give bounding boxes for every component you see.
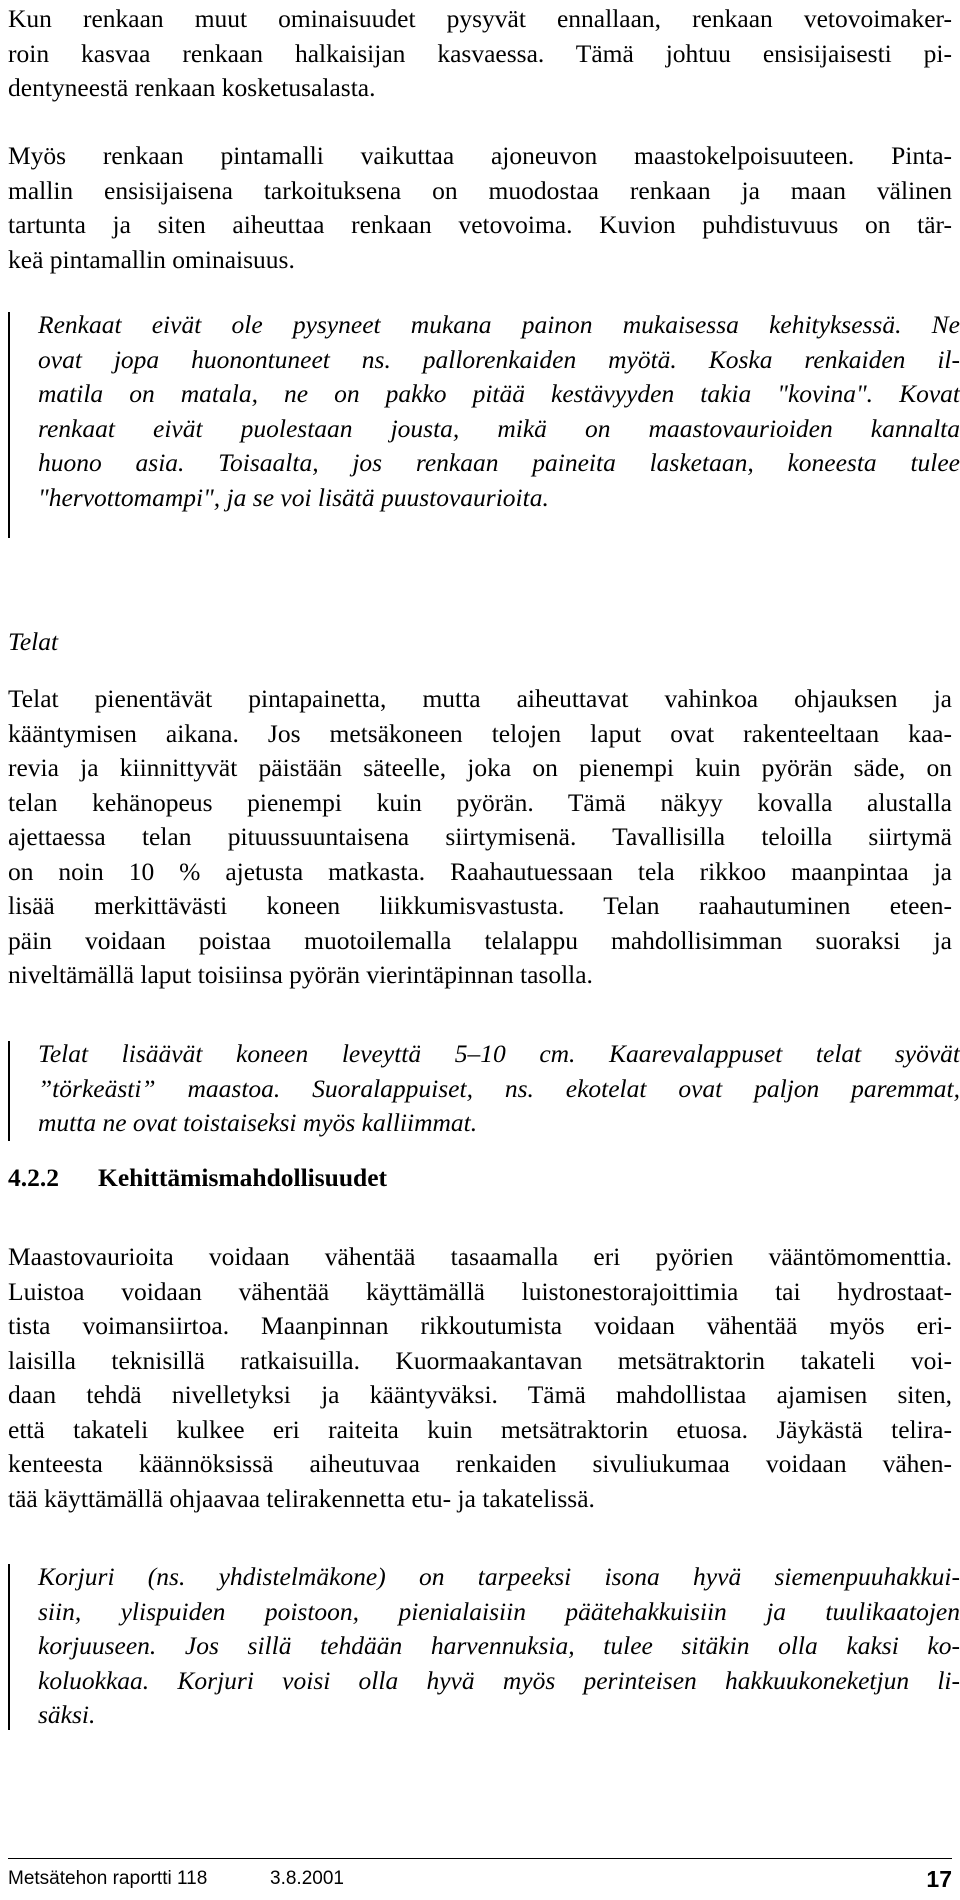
quote-line: matila on matala, ne on pakko pitää kestävyyden takia "kovina". Kovat (38, 379, 960, 408)
footer-date: 3.8.2001 (270, 1868, 344, 1889)
quote-line: säksi. (38, 1700, 96, 1729)
text-line: telan kehänopeus pienempi kuin pyörän. Tämä näkyy kovalla alustalla (8, 787, 952, 817)
quote-line: koluokkaa. Korjuri voisi olla hyvä myös perinteisen hakkuukoneketjun li- (38, 1665, 960, 1695)
quote-line: ”törkeästi” maastoa. Suoralappuiset, ns. ekotelat ovat paljon paremmat, (38, 1073, 960, 1103)
text-line: lisää merkittävästi koneen liikkumisvastusta. Telan raahautuminen eteen- (8, 891, 952, 920)
quote-bar (8, 312, 10, 538)
subheading-telat: Telat (8, 627, 59, 656)
text-line: että takateli kulkee eri raiteita kuin metsätraktorin etuosa. Jäykästä telira- (8, 1414, 952, 1444)
text-line: Myös renkaan pintamalli vaikuttaa ajoneuvon maastokelpoisuuteen. Pinta- (8, 141, 952, 170)
text-line: tista voimansiirtoa. Maanpinnan rikkoutumista voidaan vähentää myös eri- (8, 1311, 952, 1340)
page-number: 17 (926, 1866, 952, 1892)
quote-line: Korjuri (ns. yhdistelmäkone) on tarpeeksi isona hyvä siemenpuuhakkui- (38, 1562, 960, 1591)
text-line: daan tehdä nivelletyksi ja kääntyväksi. Tämä mahdollistaa ajamisen siten, (8, 1380, 952, 1409)
text-line: tää käyttämällä ohjaavaa telirakennetta etu- ja takatelissä. (8, 1483, 595, 1513)
quote-bar (8, 1564, 10, 1730)
quote-line: Telat lisäävät koneen leveyttä 5–10 cm. Kaarevalappuset telat syövät (38, 1039, 960, 1068)
section-heading (8, 1161, 387, 1196)
quote-bar (8, 1041, 10, 1141)
text-line: revia ja kiinnittyvät päistään säteelle, joka on pienempi kuin pyörän säde, on (8, 753, 952, 782)
quote-line: siin, ylispuiden poistoon, pienialaisiin päätehakkuisiin ja tuulikaatojen (38, 1596, 960, 1626)
quote-line: ovat jopa huonontuneet ns. pallorenkaiden myötä. Koska renkaiden il- (38, 344, 960, 374)
text-line: tartunta ja siten aiheuttaa renkaan vetovoima. Kuvion puhdistuvuus on tär- (8, 210, 952, 239)
text-line: niveltämällä laput toisiinsa pyörän vierintäpinnan tasolla. (8, 960, 593, 989)
text-line: dentyneestä renkaan kosketusalasta. (8, 73, 376, 102)
quote-line: korjuuseen. Jos sillä tehdään harvennuksia, tulee sitäkin olla kaksi ko- (38, 1631, 960, 1660)
quote-line: huono asia. Toisaalta, jos renkaan paineita lasketaan, koneesta tulee (38, 448, 960, 477)
paragraph-pintamalli (8, 139, 952, 277)
text-line: roin kasvaa renkaan halkaisijan kasvaessa. Tämä johtuu ensisijaisesti pi- (8, 38, 952, 68)
quote-line: Renkaat eivät ole pysyneet mukana painon mukaisessa kehityksessä. Ne (38, 310, 960, 339)
text-line: päin voidaan poistaa muotoilemalla telalappu mahdollisimman suoraksi ja (8, 925, 952, 955)
text-line: kenteesta käännöksissä aiheutuvaa renkaiden sivuliukumaa voidaan vähen- (8, 1449, 952, 1478)
quote-line: "hervottomampi", ja se voi lisätä puustovaurioita. (38, 482, 549, 512)
text-line: keä pintamallin ominaisuus. (8, 244, 295, 274)
text-line: Telat pienentävät pintapainetta, mutta aiheuttavat vahinkoa ohjauksen ja (8, 684, 952, 713)
text-line: kääntymisen aikana. Jos metsäkoneen telojen laput ovat rakenteeltaan kaa- (8, 718, 952, 748)
text-line: Maastovaurioita voidaan vähentää tasaamalla eri pyörien vääntömomenttia. (8, 1242, 952, 1271)
footer-report-name: Metsätehon raportti 118 (8, 1868, 208, 1889)
paragraph-telat (8, 682, 952, 993)
text-line: on noin 10 % ajetusta matkasta. Raahautuessaan tela rikkoo maanpintaa ja (8, 856, 952, 886)
section-number: 4.2.2 (8, 1163, 59, 1192)
footer-rule (8, 1858, 952, 1859)
quote-line: mutta ne ovat toistaiseksi myös kalliimmat. (38, 1108, 478, 1137)
text-line: mallin ensisijaisena tarkoituksena on muodostaa renkaan ja maan välinen (8, 175, 952, 205)
text-line: Kun renkaan muut ominaisuudet pysyvät ennallaan, renkaan vetovoimaker- (8, 4, 952, 33)
quote-line: renkaat eivät puolestaan jousta, mikä on maastovaurioiden kannalta (38, 413, 960, 443)
text-line: Luistoa voidaan vähentää käyttämällä luistonestorajoittimia tai hydrostaat- (8, 1276, 952, 1306)
text-line: laisilla teknisillä ratkaisuilla. Kuormaakantavan metsätraktorin takateli voi- (8, 1345, 952, 1375)
section-title: Kehittämismahdollisuudet (98, 1163, 388, 1192)
paragraph-renkaan-halkaisija (8, 2, 952, 106)
page-footer (8, 1864, 952, 1894)
paragraph-kehittaminen (8, 1240, 952, 1516)
text-line: ajettaessa telan pituussuuntaisena siirtymisenä. Tavallisilla teloilla siirtymä (8, 822, 952, 851)
